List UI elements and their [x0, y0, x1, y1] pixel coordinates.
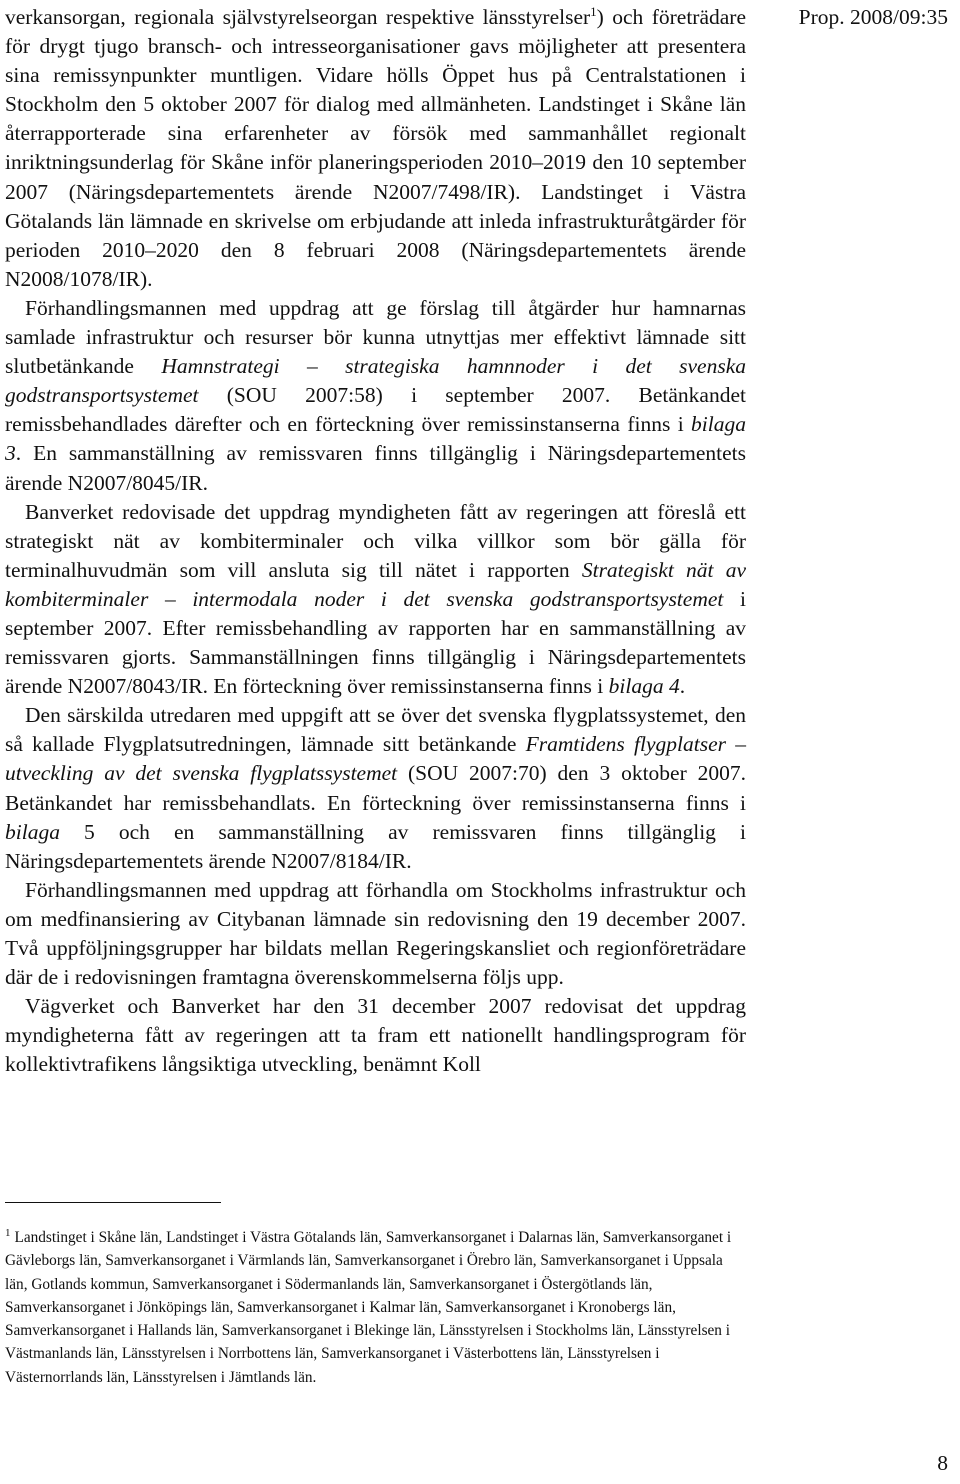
running-head: Prop. 2008/09:35: [798, 5, 948, 29]
paragraph-2: [5, 294, 746, 498]
text-run: Vägverket och Banverket har den 31 december 2007 redovisat det uppdrag myndigheterna fått av regeringen att ta fram ett nationellt handlingsprogram för kollektivtrafikens långsiktiga utveckling, benämnt Koll: [5, 994, 746, 1077]
paragraph-5: [5, 876, 746, 992]
paragraph-3: [5, 498, 746, 702]
text-run: verkansorgan, regionala självstyrelseorgan respektive länsstyrelser: [5, 5, 591, 29]
footnote: [5, 1226, 746, 1389]
text-run: Förhandlingsmannen med uppdrag att ge förslag till åtgärder hur hamnarnas samlade infrastruktur och resurser bör kunna utnyttjas mer effektivt lämnade sitt slutbetänkande: [5, 295, 746, 379]
text-run: i september 2007. Efter remissbehandling av rapporten har en sammanställning av remissvaren gjorts. Sammanställningen finns tillgänglig i Näringsdepartementets ärende N2007/8043/IR. En förteckning över remissinstanserna finns i: [5, 586, 746, 699]
italic-title: bilaga 3: [5, 412, 746, 466]
text-run: Banverket redovisade det uppdrag myndigheten fått av regeringen att föreslå ett strategiskt nät av kombiterminaler och vilka villkor som bör gälla för terminalhuvudmän som vill ansluta sig till nätet i rapporten: [5, 499, 746, 582]
page-number: 8: [937, 1451, 948, 1475]
italic-title: bilaga: [5, 819, 60, 844]
paragraph-6: [5, 992, 746, 1079]
footnote-separator: [5, 1202, 221, 1203]
italic-title: Strategiskt nät av kombiterminaler – intermodala noder i det svenska godstransportsystemet: [5, 557, 746, 611]
text-run: (SOU 2007:58) i september 2007. Betänkandet remissbehandlades därefter och en förteckning över remissinstanserna finns i: [5, 383, 746, 437]
paragraph-4: [5, 701, 746, 876]
footnote-reference: 1: [590, 3, 597, 19]
text-run: (SOU 2007:70) den 3 oktober 2007. Betänkandet har remissbehandlats. En förteckning över remissinstanserna finns i: [5, 761, 746, 815]
body-text: [5, 3, 746, 1079]
footnote-text: Landstinget i Skåne län, Landstinget i Västra Götalands län, Samverkansorganet i Dalarnas län, Samverkansorganet i Gävleborgs län, Samverkansorganet i Värmlands län, Samverkansorganet i Örebro län, Samverkansorganet i Uppsala län, Gotlands kommun, Samverkansorganet i Södermanlands län, Samverkansorganet i Östergötlands län, Samverkansorganet i Jönköpings län, Samverkansorganet i Kalmar län, Samverkansorganet i Kronobergs län, Samverkansorganet i Hallands län, Samverkansorganet i Blekinge län, Länsstyrelsen i Stockholms län, Länsstyrelsen i Västmanlands län, Länsstyrelsen i Norrbottens län, Samverkansorganet i Västerbottens län, Länsstyrelsen i Västernorrlands län, Länsstyrelsen i Jämtlands län.: [5, 1229, 732, 1386]
italic-title: bilaga 4: [608, 674, 680, 699]
italic-title: Framtidens flygplatser – utveckling av det svenska flygplatssystemet: [5, 732, 746, 786]
italic-title: Hamnstrategi – strategiska hamnnoder i det svenska godstransportsystemet: [5, 354, 746, 408]
footnote-mark: 1: [5, 1226, 11, 1239]
paragraph-1: [5, 3, 746, 294]
text-run: . En sammanställning av remissvaren finns tillgänglig i Näringsdepartementets ärende N2007/8045/IR.: [5, 441, 746, 495]
text-run: Den särskilda utredaren med uppgift att se över det svenska flygplatssystemet, den så kallade Flygplatsutredningen, lämnade sitt betänkande: [5, 703, 746, 757]
text-run: Förhandlingsmannen med uppdrag att förhandla om Stockholms infrastruktur och om medfinansiering av Citybanan lämnade sin redovisning den 19 december 2007. Två uppföljningsgrupper har bildats mellan Regeringskansliet och regionföreträdare där de i redovisningen framtagna överenskommelserna följs upp.: [5, 877, 746, 990]
text-run: ) och företrädare för drygt tjugo bransch- och intresseorganisationer gavs möjligheter att presentera sina remissynpunkter muntligen. Vidare hölls Öppet hus på Centralstationen i Stockholm den 5 oktober 2007 för dialog med allmänheten. Landstinget i Skåne län återrapporterade sina erfarenheter av försök med sammanhållet regionalt inriktningsunderlag för Skåne inför planeringsperioden 2010–2019 den 10 september 2007 (Näringsdepartementets ärende N2007/7498/IR). Landstinget i Västra Götalands län lämnade en skrivelse om erbjudande att inleda infrastrukturåtgärder för perioden 2010–2020 den 8 februari 2008 (Näringsdepartementets ärende N2008/1078/IR).: [5, 5, 746, 291]
text-run: .: [679, 674, 686, 699]
text-run: 5 och en sammanställning av remissvaren finns tillgänglig i Näringsdepartementets ärende N2007/8184/IR.: [5, 819, 746, 873]
